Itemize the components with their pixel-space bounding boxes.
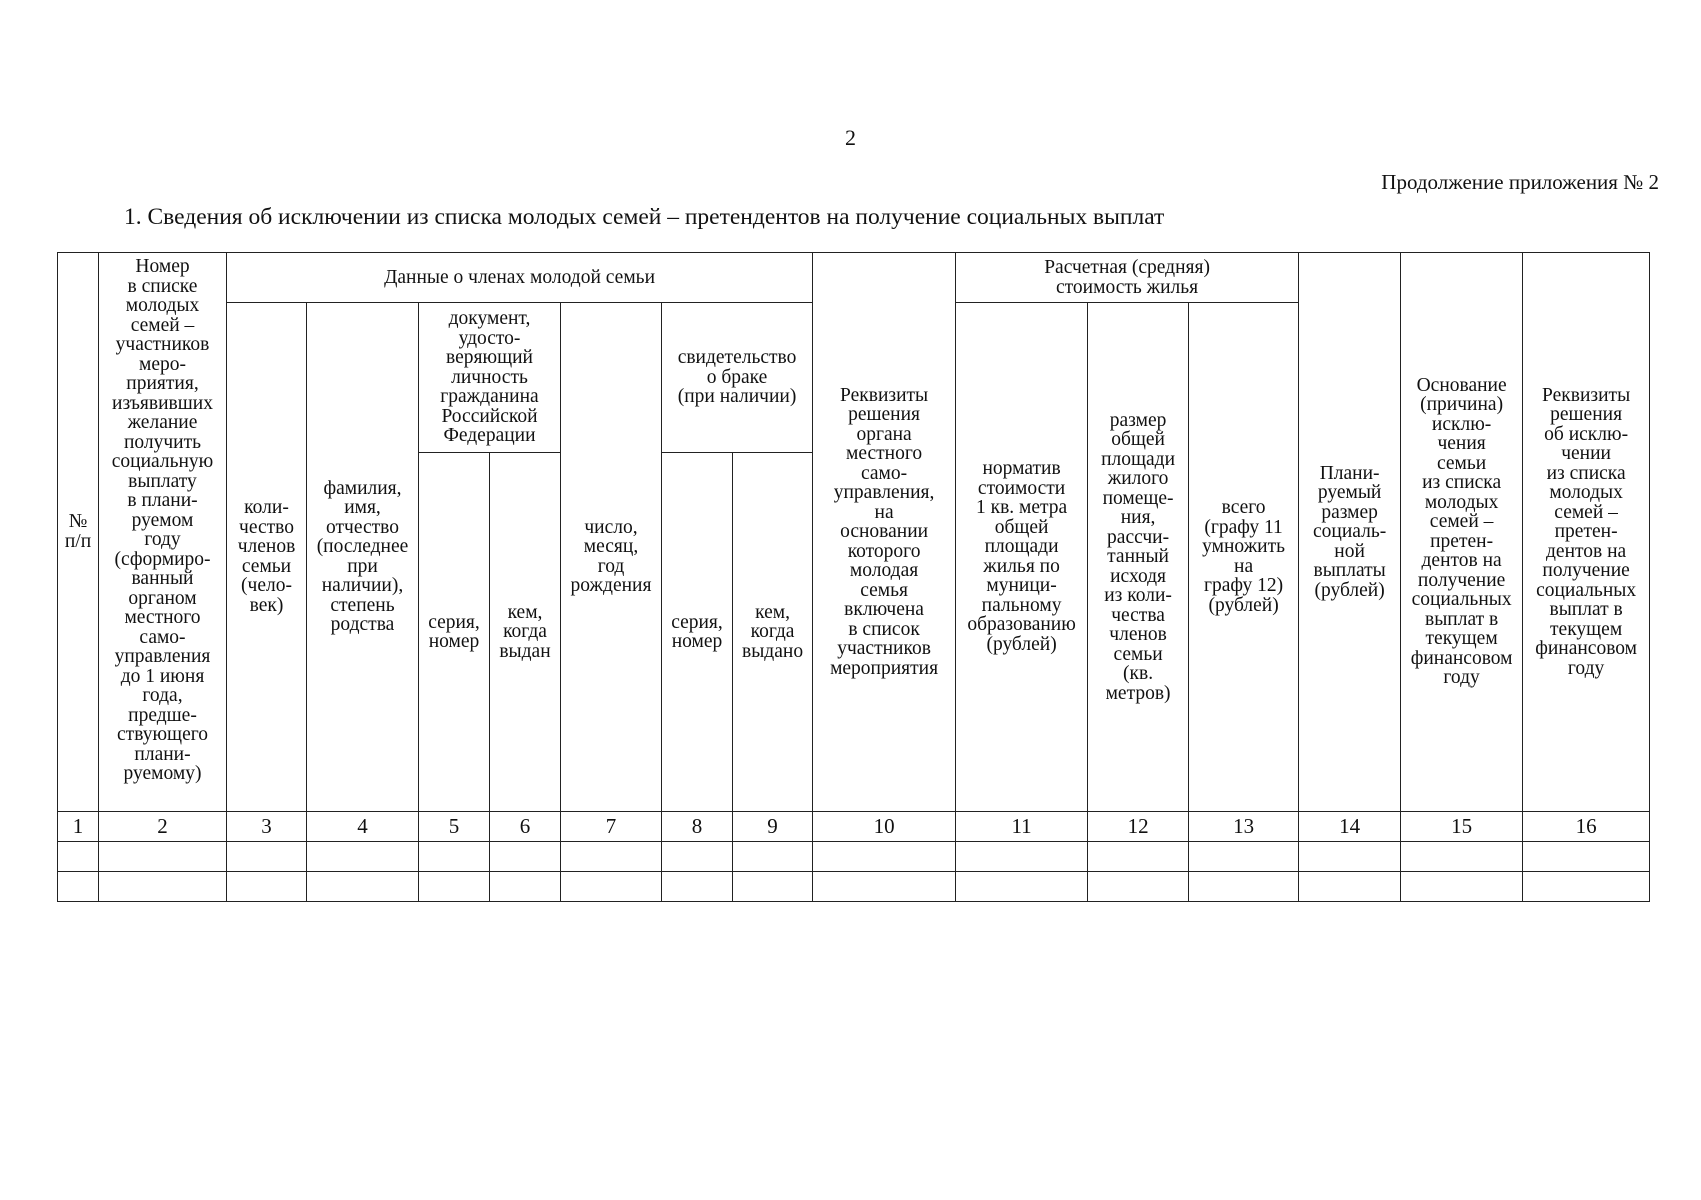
exclusion-table [57, 252, 1650, 902]
table-cell[interactable] [1299, 871, 1401, 901]
header-cell-col9: кем, когда выдано [733, 453, 813, 812]
header-cell-col13: всего (графу 11 умножить на графу 12) (рублей) [1189, 303, 1299, 812]
column-number: 14 [1299, 811, 1401, 841]
table-cell[interactable] [1523, 871, 1650, 901]
table-cell[interactable] [227, 871, 307, 901]
column-number: 16 [1523, 811, 1650, 841]
table-cell[interactable] [1189, 841, 1299, 871]
table-cell[interactable] [227, 841, 307, 871]
header-cell-col10: Реквизиты решения органа местного само- управления, на основании которого молодая семья включена в список участников мероприятия [813, 253, 956, 812]
header-cell-col15: Основание (причина) исклю- чения семьи из списка молодых семей – претен- дентов на получение социальных выплат в текущем финансовом году [1401, 253, 1523, 812]
header-cell-col4: фамилия, имя, отчество (последнее при наличии), степень родства [307, 303, 419, 812]
table-cell[interactable] [307, 871, 419, 901]
column-number: 4 [307, 811, 419, 841]
column-number: 9 [733, 811, 813, 841]
column-number: 10 [813, 811, 956, 841]
column-number: 11 [956, 811, 1088, 841]
column-number: 7 [561, 811, 662, 841]
table-cell[interactable] [561, 841, 662, 871]
column-number: 1 [58, 811, 99, 841]
header-cell-col2: Номер в списке молодых семей – участников меро- приятия, изъявивших желание получить социальную выплату в плани- руемом году (сформиро- ванный органом местного само- управления до 1 июня года, предше- ствующего плани- руемому) [99, 253, 227, 812]
table-cell[interactable] [813, 871, 956, 901]
table-cell[interactable] [733, 871, 813, 901]
header-cell-col16: Реквизиты решения об исклю- чении из списка молодых семей – претен- дентов на получение социальных выплат в текущем финансовом году [1523, 253, 1650, 812]
column-number-row [58, 811, 1650, 841]
table-cell[interactable] [662, 841, 733, 871]
header-cell-col8: серия, номер [662, 453, 733, 812]
column-number: 2 [99, 811, 227, 841]
column-number: 5 [419, 811, 490, 841]
table-cell[interactable] [1088, 841, 1189, 871]
table-cell[interactable] [956, 871, 1088, 901]
table-cell[interactable] [490, 841, 561, 871]
column-number: 3 [227, 811, 307, 841]
table-cell[interactable] [419, 871, 490, 901]
table-cell[interactable] [307, 841, 419, 871]
header-cell-col5: серия, номер [419, 453, 490, 812]
column-number: 6 [490, 811, 561, 841]
column-number: 13 [1189, 811, 1299, 841]
group-header-housing-cost: Расчетная (средняя) стоимость жилья [956, 253, 1299, 303]
column-number: 15 [1401, 811, 1523, 841]
table-cell[interactable] [1523, 841, 1650, 871]
table-cell[interactable] [956, 841, 1088, 871]
table-cell[interactable] [58, 841, 99, 871]
header-cell-col11: норматив стоимости 1 кв. метра общей площади жилья по муници- пальному образованию (рублей) [956, 303, 1088, 812]
group-header-marriage-certificate: свидетельство о браке (при наличии) [662, 303, 813, 453]
table-cell[interactable] [490, 871, 561, 901]
column-number: 12 [1088, 811, 1189, 841]
table-cell[interactable] [1189, 871, 1299, 901]
table-cell[interactable] [1088, 871, 1189, 901]
header-cell-col6: кем, когда выдан [490, 453, 561, 812]
table-cell[interactable] [1401, 871, 1523, 901]
table-cell[interactable] [58, 871, 99, 901]
table-row [58, 871, 1650, 901]
group-header-family-data: Данные о членах молодой семьи [227, 253, 813, 303]
table-cell[interactable] [561, 871, 662, 901]
header-cell-col12: размер общей площади жилого помеще- ния, рассчи- танный исходя из коли- чества членов семьи (кв. метров) [1088, 303, 1189, 812]
table-row [58, 841, 1650, 871]
appendix-continuation-label: Продолжение приложения № 2 [1381, 170, 1659, 194]
table-cell[interactable] [733, 841, 813, 871]
table-cell[interactable] [99, 871, 227, 901]
header-cell-col7: число, месяц, год рождения [561, 303, 662, 812]
table-cell[interactable] [813, 841, 956, 871]
header-cell-col3: коли- чество членов семьи (чело- век) [227, 303, 307, 812]
table-cell[interactable] [419, 841, 490, 871]
header-row-1 [58, 253, 1650, 303]
table-cell[interactable] [1401, 841, 1523, 871]
table-cell[interactable] [99, 841, 227, 871]
table-cell[interactable] [662, 871, 733, 901]
header-cell-col14: Плани- руемый размер социаль- ной выплаты (рублей) [1299, 253, 1401, 812]
table-cell[interactable] [1299, 841, 1401, 871]
group-header-identity-document: документ, удосто- веряющий личность гражданина Российской Федерации [419, 303, 561, 453]
header-cell-col1: № п/п [58, 253, 99, 812]
page-number: 2 [845, 125, 856, 150]
column-number: 8 [662, 811, 733, 841]
section-title: 1. Сведения об исключении из списка молодых семей – претендентов на получение социальных выплат [124, 204, 1165, 230]
